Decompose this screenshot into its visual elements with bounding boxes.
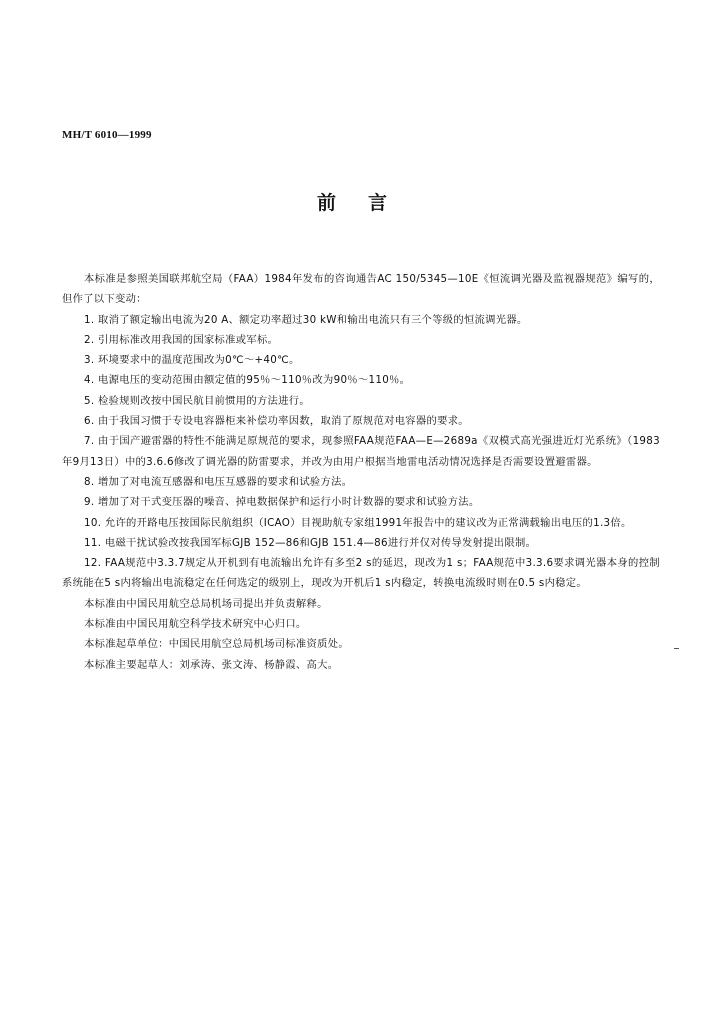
paragraph-item-4: 4. 电源电压的变动范围由额定值的95％～110％改为90％～110％。 [84, 374, 411, 387]
paragraph-item-12: 12. FAA规范中3.3.7规定从开机到有电流输出允许有多至2 s的延迟，现改为1 s；FAA规范中3.3.6要求调光器本身的控制系统能在5 s内将输出电流稳定在任何选定的级别上，现改为开机后1 s内稳定，转换电流级时则在0.5 s内稳定。 [62, 557, 660, 590]
paragraph-item-11: 11. 电磁干扰试验改按我国军标GJB 152—86和GJB 151.4—86进行并仅对传导发射提出限制。 [84, 536, 537, 549]
paragraph-proposer: 本标准由中国民用航空总局机场司提出并负责解释。 [84, 597, 328, 610]
paragraph-item-9: 9. 增加了对干式变压器的噪音、掉电数据保护和运行小时计数器的要求和试验方法。 [84, 496, 480, 509]
paragraph-item-3: 3. 环境要求中的温度范围改为0℃～+40℃。 [84, 354, 300, 367]
foreword-body [62, 269, 660, 675]
paragraph-item-7: 7. 由于国产避雷器的特性不能满足原规范的要求，现参照FAA规范FAA—E—2689a《双模式高光强进近灯光系统》（1983年9月13日）中的3.6.6修改了调光器的防雷要求，并改为由用户根据当地雷电活动情况选择是否需要设置避雷器。 [62, 435, 660, 468]
paragraph-centralized: 本标准由中国民用航空科学技术研究中心归口。 [84, 618, 307, 631]
paragraph-item-10: 10. 允许的开路电压按国际民航组织（ICAO）目视助航专家组1991年报告中的建议改为正常满载输出电压的1.3倍。 [84, 516, 632, 529]
paragraph-item-6: 6. 由于我国习惯于专设电容器柜来补偿功率因数，取消了原规范对电容器的要求。 [84, 415, 469, 428]
scan-mark [674, 648, 679, 649]
document-id: MH/T 6010—1999 [62, 129, 152, 141]
page-title: 前言 [316, 192, 419, 214]
paragraph-drafting-unit: 本标准起草单位：中国民用航空总局机场司标准资质处。 [84, 638, 349, 651]
paragraph-item-2: 2. 引用标准改用我国的国家标准或军标。 [84, 333, 279, 346]
paragraph-item-8: 8. 增加了对电流互感器和电压互感器的要求和试验方法。 [84, 475, 353, 488]
paragraph-drafters: 本标准主要起草人：刘承涛、张文涛、杨静霞、高大。 [84, 658, 339, 671]
paragraph-intro: 本标准是参照美国联邦航空局（FAA）1984年发布的咨询通告AC 150/5345—10E《恒流调光器及监视器规范》编写的，但作了以下变动： [62, 273, 660, 306]
paragraph-item-1: 1. 取消了额定输出电流为20 A、额定功率超过30 kW和输出电流只有三个等级的恒流调光器。 [84, 313, 528, 326]
paragraph-item-5: 5. 检验规则改按中国民航目前惯用的方法进行。 [84, 394, 310, 407]
